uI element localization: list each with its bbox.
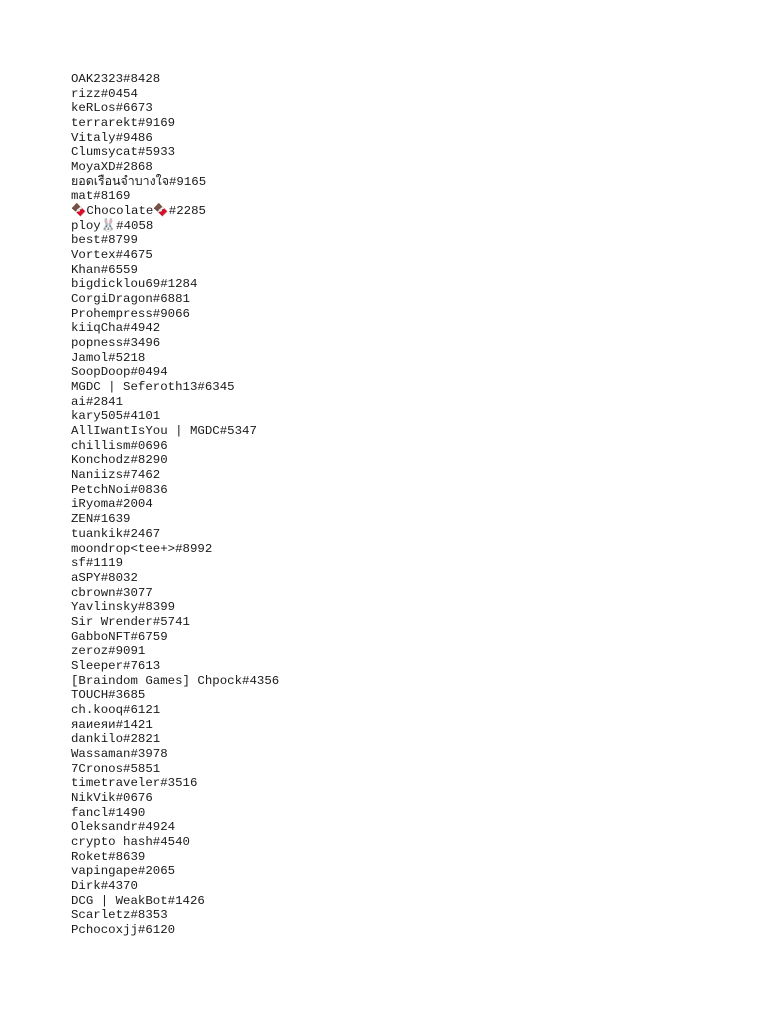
list-item: ch.kooq#6121 bbox=[71, 702, 161, 717]
list-item: terrarekt#9169 bbox=[71, 116, 176, 131]
list-item: [Braindom Games] Chpock#4356 bbox=[71, 673, 280, 688]
list-item: dankilo#2821 bbox=[71, 732, 161, 747]
list-item: MoyaXD#2868 bbox=[71, 160, 153, 175]
list-item: MGDC | Seferoth13#6345 bbox=[71, 380, 235, 395]
list-item: CorgiDragon#6881 bbox=[71, 292, 190, 307]
list-item: zeroz#9091 bbox=[71, 644, 146, 659]
list-item: ai#2841 bbox=[71, 394, 124, 409]
list-item: sf#1119 bbox=[71, 556, 124, 571]
list-item: TOUCH#3685 bbox=[71, 688, 146, 703]
list-item: Oleksandr#4924 bbox=[71, 820, 176, 835]
list-item: tuankik#2467 bbox=[71, 526, 161, 541]
list-item: Naniizs#7462 bbox=[71, 468, 161, 483]
list-item: Dirk#4370 bbox=[71, 878, 138, 893]
list-item: Vitaly#9486 bbox=[71, 130, 153, 145]
list-item: Scarletz#8353 bbox=[71, 908, 168, 923]
list-item: mat#8169 bbox=[71, 189, 131, 204]
list-item: NikVik#0676 bbox=[71, 790, 153, 805]
list-item: PetchNoi#0836 bbox=[71, 482, 168, 497]
list-item: SoopDoop#0494 bbox=[71, 365, 168, 380]
list-item: best#8799 bbox=[71, 233, 138, 248]
list-item: ploy🐰#4058 bbox=[71, 218, 154, 233]
list-item: ยอดเรือนจำบางใจ#9165 bbox=[71, 174, 207, 189]
list-item: Vortex#4675 bbox=[71, 248, 153, 263]
list-item: kary505#4101 bbox=[71, 409, 161, 424]
list-item: Roket#8639 bbox=[71, 849, 146, 864]
list-item: timetraveler#3516 bbox=[71, 776, 198, 791]
username-list bbox=[71, 72, 279, 938]
list-item: rizz#0454 bbox=[71, 86, 138, 101]
list-item: Clumsycat#5933 bbox=[71, 145, 176, 160]
list-item: Jamol#5218 bbox=[71, 350, 146, 365]
list-item: chillism#0696 bbox=[71, 438, 168, 453]
list-item: iRyoma#2004 bbox=[71, 497, 153, 512]
list-item: Konchodz#8290 bbox=[71, 453, 168, 468]
list-item: 🍫Chocolate🍫#2285 bbox=[71, 204, 206, 219]
list-item: moondrop<tee+>#8992 bbox=[71, 541, 213, 556]
list-item: Wassaman#3978 bbox=[71, 746, 168, 761]
list-item: Sir Wrender#5741 bbox=[71, 614, 190, 629]
list-item: Khan#6559 bbox=[71, 262, 138, 277]
list-item: Sleeper#7613 bbox=[71, 658, 161, 673]
list-item: crypto hash#4540 bbox=[71, 834, 190, 849]
list-item: ZEN#1639 bbox=[71, 512, 131, 527]
list-item: GabboNFT#6759 bbox=[71, 629, 168, 644]
list-item: Yavlinsky#8399 bbox=[71, 600, 176, 615]
list-item: keRLos#6673 bbox=[71, 101, 153, 116]
list-item: vapingape#2065 bbox=[71, 864, 176, 879]
list-item: aSPY#8032 bbox=[71, 570, 138, 585]
list-item: cbrown#3077 bbox=[71, 585, 153, 600]
list-item: DCG | WeakBot#1426 bbox=[71, 893, 205, 908]
list-item: OAK2323#8428 bbox=[71, 72, 161, 86]
list-item: popness#3496 bbox=[71, 336, 161, 351]
list-item: Prohempress#9066 bbox=[71, 306, 190, 321]
list-item: яаиеяи#1421 bbox=[71, 717, 153, 732]
list-item: Pchocoxjj#6120 bbox=[71, 922, 176, 937]
list-item: 7Cronos#5851 bbox=[71, 761, 161, 776]
list-item: bigdicklou69#1284 bbox=[71, 277, 198, 292]
list-item: fancl#1490 bbox=[71, 805, 146, 820]
list-item: kiiqCha#4942 bbox=[71, 321, 161, 336]
list-item: AllIwantIsYou | MGDC#5347 bbox=[71, 424, 257, 439]
